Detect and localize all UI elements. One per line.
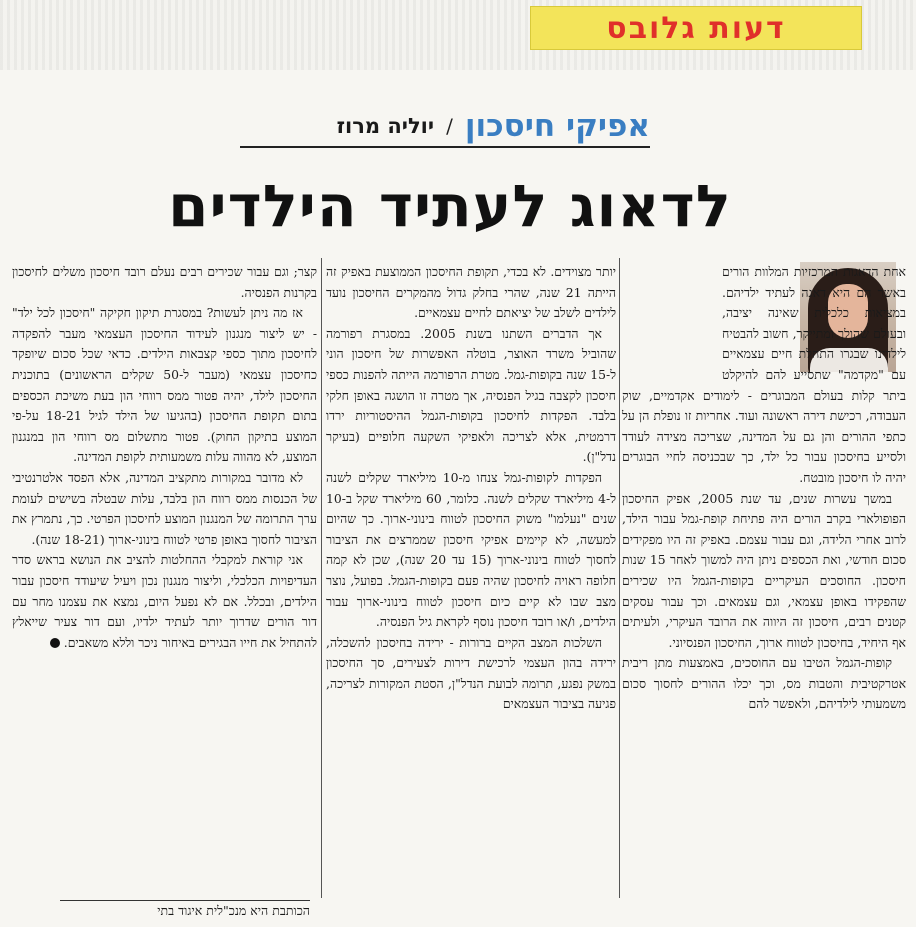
paragraph: השלכות המצב הקיים ברורות - ירידה בחיסכון להשכלה, ירידה בהון העצמי לרכישת דירות לצעירים, סך החיסכון במשק נפגע, תרומה לבועת הנדל"ן, הסטת המקורות לצריכה, פגיעה בציבור העצמאים (326, 634, 616, 712)
section-badge (530, 6, 862, 50)
column-divider (321, 258, 322, 898)
author-name: יוליה מרוז (336, 114, 435, 138)
column-middle (326, 262, 616, 715)
author-footnote: הכותבת היא מנכ"לית איגוד בתי (60, 900, 310, 927)
paragraph-text: אני קוראת למקבלי ההחלטות להציב את הנושא בראש סדר העדיפויות הכלכלי, וליצור מנגנון נכון ויעיל שיעודד חיסכון עבור הילדים, ובכלל. אם לא נפעל היום, נמצא את עצמנו מחר עם דור הורים שדרוך יותר לעתיד ילדיו, ועם דור צעיר שייאלץ להתחיל את חייו הבגירים באיחור ניכר וללא משאבים. (12, 552, 317, 650)
byline (240, 106, 650, 148)
byline-separator: / (446, 114, 453, 138)
paragraph: במשך עשרות שנים, עד שנת 2005, אפיק החיסכון הפופולארי בקרב הורים היה פתיחת קופת-גמל עבור הילד, לרוב אחרי הלידה, וגם עבור עצמם. באפיק זה היו מפקידים סכום חודשי, ואת הכספים ניתן היה למשוך לאחר 15 שנות חיסכון. החוסכים העיקריים בקופות-הגמל היו שכירים שהפקידו באופן עצמאי, וגם עצמאים. וכך עבור עסקים קטנים רבים, חיסכון זה היווה את הרובד העיקרי, ולעיתים אף היחיד, בחיסכון לטווח ארוך, החיסכון הפנסיוני. (622, 490, 907, 650)
section-label: דעות גלובס (606, 10, 786, 46)
paragraph: לא מדובר במקורות מתקציב המדינה, אלא הפסד אלטרנטיבי של הכנסות ממס רווח הון בלבד, עלות שבטלה בשישים לעומת ערך התרומה של המנגנון המוצע לחיסכון הפרטי. כך, נתמרץ את הציבור לחסוך באופן פרטי לטווח בינוני-ארוך (18-21 שנה). (12, 469, 317, 547)
end-mark-icon (50, 638, 60, 648)
paragraph: יותר מצוידים. לא בכדי, תקופת החיסכון הממוצעת באפיק זה הייתה 21 שנה, שהרי בחלק גדול מהמקרים החיסכון נועד לילדים לשלב של יציאתם לחיים עצמאיים. (326, 264, 617, 321)
paragraph: אז מה ניתן לעשות? במסגרת תיקון חקיקה "חיסכון לכל ילד" - יש ליצור מנגנון לעידוד החיסכון העצמאי מעבר להפקדה לחיסכון מתוך כספי קצבאות הילדים. כדאי שכל סכום שיופקד כחיסכון עצמאי (מעבר ל-50 שקלים הראשונים) בתוכנית החיסכון לילד, יהיה פטור ממס רווחי הון בעת משיכת הכספים בתום תקופת החיסכון (בהגיעו של הילד לגיל 18-21 על-פי המוצע בתיקון החוק). פטור מתשלום מס רווחי הון במנגנון המוצע, לא מהווה עלות משמעותית לקופת המדינה. (12, 305, 317, 465)
column-left (12, 262, 317, 653)
photo-spacer (622, 262, 722, 374)
column-name: אפיקי חיסכון (464, 108, 650, 144)
paragraph: קופות-הגמל הטיבו עם החוסכים, באמצעות מתן ריבית אטרקטיבית והטבות מס, וכך יכלו ההורים לחסוך סכום משמעותי לילדיהם, ולאפשר להם (622, 655, 906, 712)
paragraph: קצר; וגם עבור שכירים רבים נעלם רובד חיסכון משלים לחיסכון בקרנות הפנסיה. (12, 264, 317, 300)
paragraph: הפקדות לקופות-גמל צנחו מ-10 מיליארד שקלים לשנה ל-4 מיליארד שקלים לשנה. כלומר, 60 מיליארד שקל ב-10 שנים "נעלמו" משוק החיסכון לטווח בינוני-ארוך. כך שהיום למעשה, לא קיימים אפיקי חיסכון שממרצים את הציבור לחסוך לטווח בינוני-ארוך (15 עד 20 שנה), שכן לא קמה חלופה ראויה לחיסכון שהיה פעם בקופות-הגמל. בפועל, נוצר מצב שבו לא קיים כיום חיסכון לטווח בינוני-ארוך עבור הילדים, ו/או רובד חיסכון נוסף לקראת גיל הפנסיה. (326, 469, 616, 630)
paragraph: אחת הדאגות המרכזיות המלוות הורים באשר הם היא דאגה לעתיד ילדיהם. במציאות כלכלית שאינה יציבה, ובעולם שהולך ומתייקר, חשוב להבטיח לילדינו שבגרו התחלת חיים עצמאיים עם "מקדמה" שתסייע להם להיקלט ביתר קלות בעולם המבוגרים - לימודים אקדמיים, שוק העבודה, רכישת דירה ראשונה ועוד. אחריות זו נופלת הן על כתפי ההורים והן גם על המדינה, שצריכה מצידה לעודד ולסייע בחיסכון עבור כל ילד, כך שבכניסה לחיי הבוגרים יהיה לו חיסכון מובטח. (622, 264, 906, 485)
article-headline: לדאוג לעתיד הילדים (168, 172, 732, 240)
paragraph (12, 550, 317, 653)
column-right (622, 262, 906, 715)
column-divider (619, 258, 620, 898)
paragraph: אך הדברים השתנו בשנת 2005. במסגרת רפורמה שהוביל משרד האוצר, בוטלה האפשרות של חיסכון הוני ל-15 שנה בקופות-גמל. מטרת הרפורמה הייתה להפנות כספי חיסכון לקצבה בגיל הפנסיה, אך מטרה זו הושגה באופן חלקי בלבד. הפקדות לחיסכון בקופות-הגמל ההיסטוריות ירדו דרמטית, אלא לצריכה ולאפיקי השקעה חלופיים (בעיקר נדל"ן). (326, 325, 616, 465)
